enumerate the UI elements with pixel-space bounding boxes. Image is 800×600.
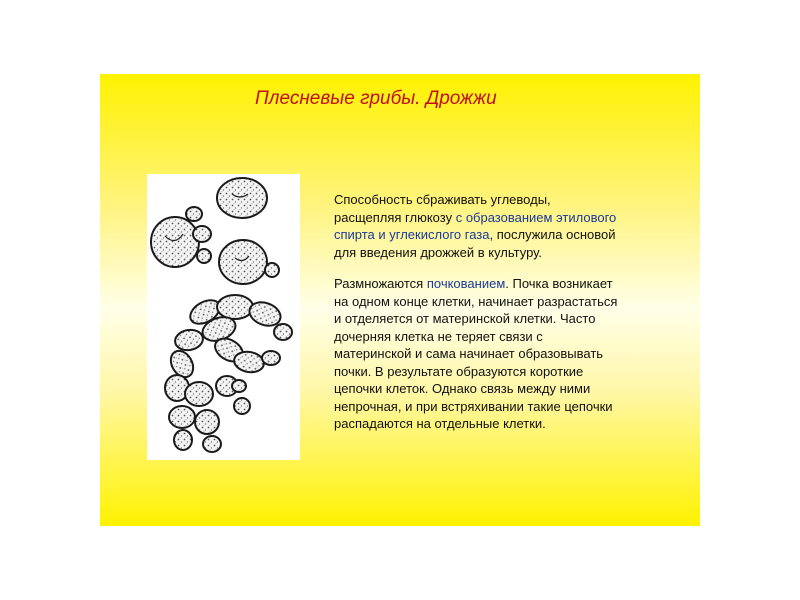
text-line: почки. В результате образуются короткие xyxy=(334,363,584,379)
text-fragment: Размножаются xyxy=(334,276,427,291)
yeast-cells-illustration xyxy=(147,174,300,460)
text-line xyxy=(334,244,674,262)
text-line xyxy=(334,275,674,293)
highlighted-term: с образованием этилового xyxy=(455,209,617,225)
budding-paragraph xyxy=(334,275,674,433)
description-text xyxy=(334,191,674,447)
text-line xyxy=(334,209,674,227)
text-line: материнской и сама начинает образовывать xyxy=(334,346,604,361)
highlighted-term: спирта и углекислого газа xyxy=(334,227,490,242)
text-line: дочерняя клетка не теряет связи с xyxy=(334,328,543,344)
text-fragment: для введения дрожжей в культуру. xyxy=(334,244,542,260)
text-line xyxy=(334,226,674,244)
text-line: цепочки клеток. Однако связь между ними xyxy=(334,381,591,396)
text-fragment: . Почка возникает xyxy=(505,276,613,291)
text-line: и отделяется от материнской клетки. Часто xyxy=(334,311,596,326)
text-line: на одном конце клетки, начинает разрастаться xyxy=(334,293,618,309)
highlighted-term: почкованием xyxy=(426,276,506,291)
fermentation-paragraph xyxy=(334,191,674,261)
text-line: распадаются на отдельные клетки. xyxy=(334,416,546,431)
text-line: непрочная, и при встряхивании такие цепочки xyxy=(334,398,613,414)
text-fragment: , послужила основой xyxy=(489,227,616,242)
text-line xyxy=(334,191,674,209)
text-fragment: Способность сбраживать углеводы, xyxy=(334,192,551,207)
slide-title: Плесневые грибы. Дрожжи xyxy=(255,88,497,109)
text-fragment: расщепляя глюкозу xyxy=(334,209,456,225)
slide xyxy=(100,74,700,526)
